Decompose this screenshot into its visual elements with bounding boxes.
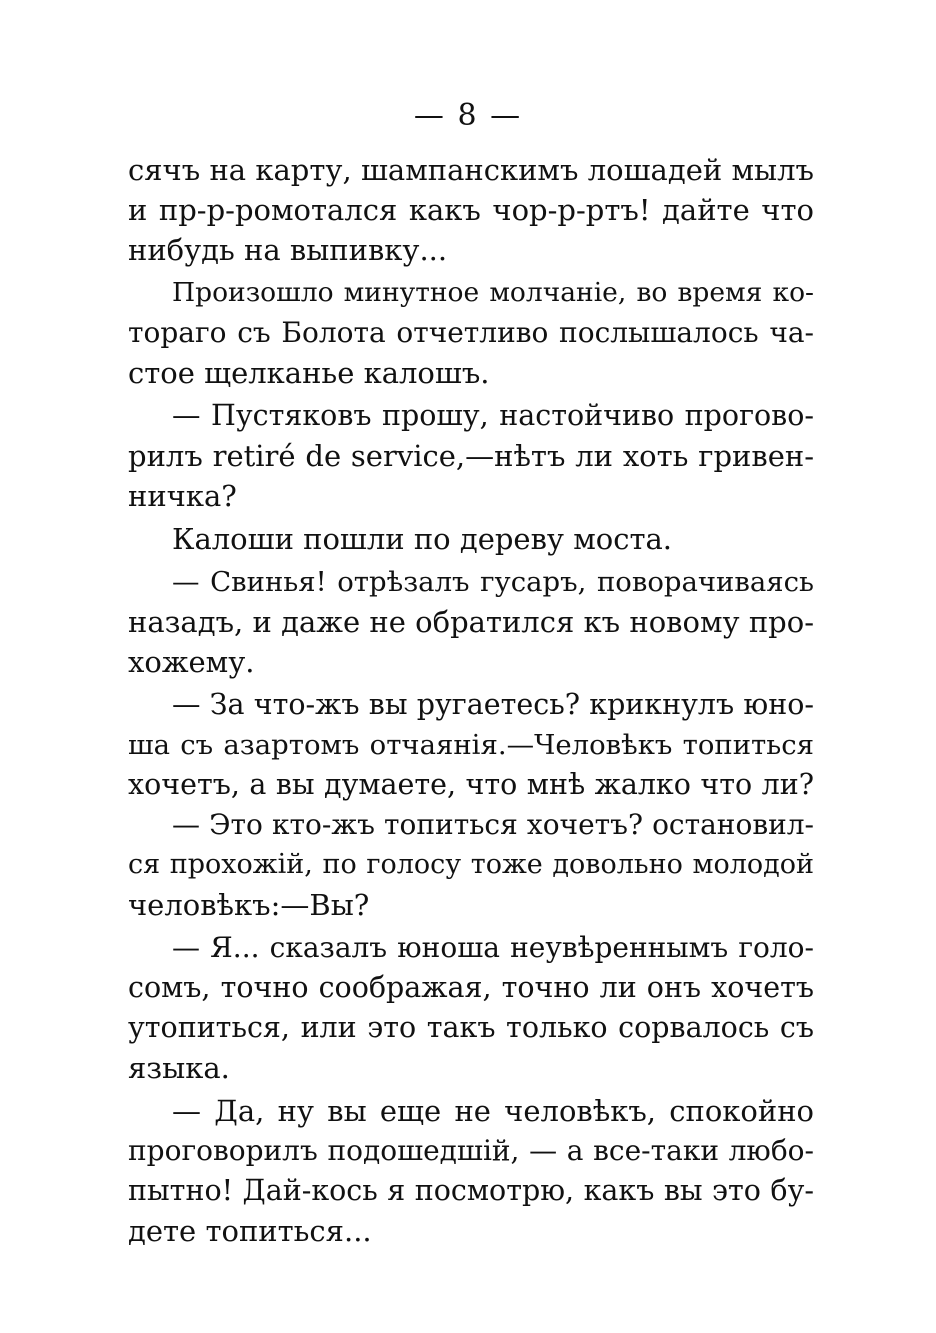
text-line: Произошло минутное молчаніе, во время ко- [172,277,814,308]
text-line: хочетъ, а вы думаете, что мнѣ жалко что ли? [128,768,814,801]
text-line: тораго съ Болота отчетливо послышалось ча- [128,316,814,349]
text-line: дете топиться... [128,1214,372,1248]
text-line: нибудь на выпивку... [128,233,448,267]
text-line: — Я... сказалъ юноша неувѣреннымъ голо- [172,931,814,964]
text-line: и пр-р-ромотался какъ чор-р-ртъ! дайте что [128,193,814,227]
text-line: рилъ retiré de service,—нѣтъ ли хоть гривен- [128,439,814,473]
text-line: — Свинья! отрѣзалъ гусаръ, поворачиваясь [172,566,814,598]
text-line: проговорилъ подошедшій, — а все-таки любо- [128,1134,814,1167]
text-line: сомъ, точно соображая, точно ли онъ хочетъ [128,971,814,1004]
text-line: Калоши пошли по дереву моста. [172,522,673,556]
text-line: — Пустяковъ прошу, настойчиво прогово- [172,399,814,432]
text-line: языка. [128,1051,230,1085]
text-line: утопиться, или это такъ только сорвалось съ [128,1011,814,1044]
text-line: ничка? [128,479,237,513]
text-line: стое щелканье калошъ. [128,356,490,390]
text-line: ся прохожій, по голосу тоже довольно молодой [128,849,814,880]
text-line: назадъ, и даже не обратился къ новому про- [128,605,814,639]
text-line: хожему. [128,645,255,679]
text-line: — За что-жъ вы ругаетесь? крикнулъ юно- [172,688,814,721]
text-line: — Это кто-жъ топиться хочетъ? остановил- [172,808,814,841]
body-text [128,150,814,1251]
text-line: человѣкъ:—Вы? [128,888,370,922]
page-number: — 8 — [413,98,523,133]
text-line: сячъ на карту, шампанскимъ лошадей мылъ [128,153,814,187]
text-line: — Да, ну вы еще не человѣкъ, спокойно [172,1094,814,1128]
text-line: пытно! Дай-кось я посмотрю, какъ вы это бу- [128,1174,814,1207]
text-line: ша съ азартомъ отчаянія.—Человѣкъ топиться [128,729,814,761]
